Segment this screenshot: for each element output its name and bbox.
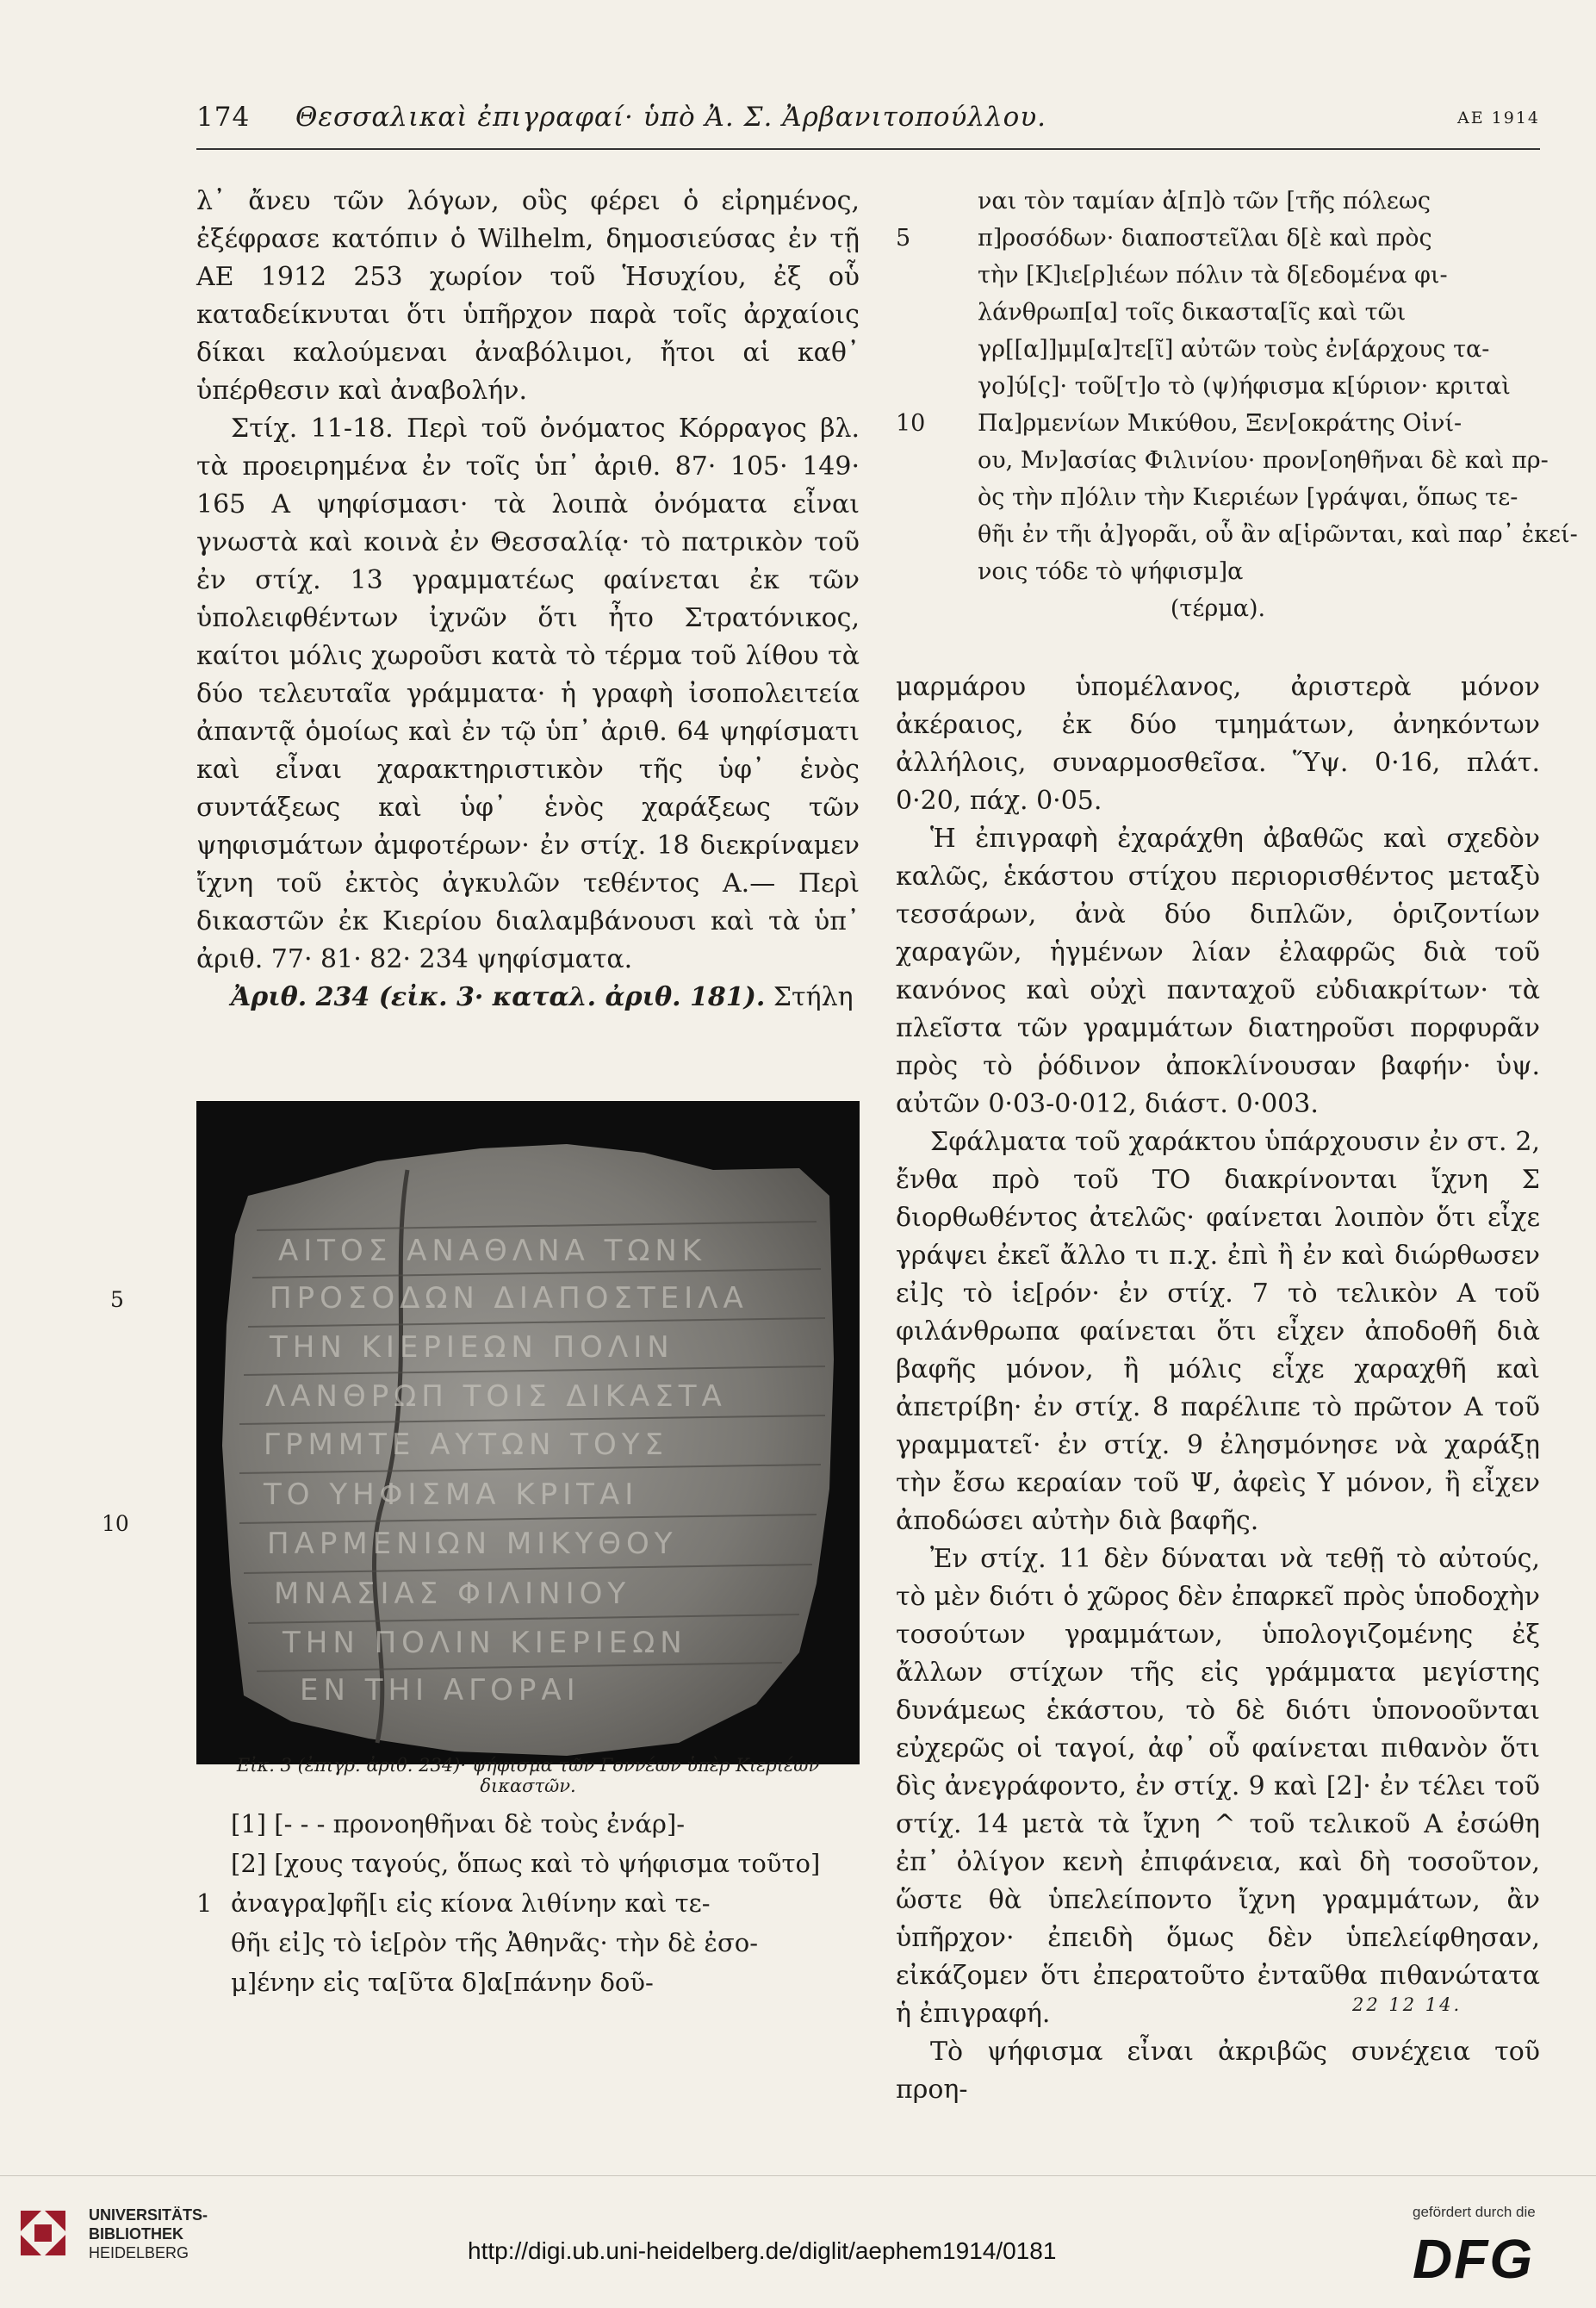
svg-text:ΑΙΤΟΣ ΑΝΑΘΛΝΑ ΤΩΝΚ: ΑΙΤΟΣ ΑΝΑΘΛΝΑ ΤΩΝΚ [278,1234,707,1268]
page-number: 174 [196,102,251,133]
inscription-line: ναι τὸν ταμίαν ἀ[π]ὸ τῶν [τῆς πόλεως [978,188,1431,215]
inscription-line: θῆι ἐν τῆι ἀ]γορᾶι, οὗ ἂν α[ἱρῶνται, καὶ παρ᾽ ἐκεί- [978,521,1578,548]
digitization-url-link[interactable]: http://digi.ub.uni-heidelberg.de/diglit/aephem1914/0181 [468,2237,1057,2264]
svg-text:ΜΝΑΣΙΑΣ ΦΙΛΙΝΙΟΥ: ΜΝΑΣΙΑΣ ΦΙΛΙΝΙΟΥ [274,1577,631,1611]
footer-divider [0,2175,1596,2176]
journal-reference: ΑΕ 1914 [1457,109,1540,128]
inscription-line: [1] [- - - προνοηθῆναι δὲ τοὺς ἐνάρ]- [231,1809,686,1838]
entry-heading-rest: Στήλη [765,982,854,1012]
stone-photograph [196,1101,860,1764]
university-library-logo-icon [16,2205,71,2261]
svg-text:ΤΗΝ ΠΟΛΙΝ ΚΙΕΡΙΕΩΝ: ΤΗΝ ΠΟΛΙΝ ΚΙΕΡΙΕΩΝ [283,1626,687,1660]
inscription-line: μ]ένην εἰς τα[ῦτα δ]α[πάνην δοῦ- [231,1968,654,1997]
inscription-line: θῆι εἰ]ς τὸ ἱε[ρὸν τῆς Ἀθηνᾶς· τὴν δὲ ἐσο- [231,1928,759,1957]
svg-text:ΕΝ ΤΗΙ ΑΓΟΡΑΙ: ΕΝ ΤΗΙ ΑΓΟΡΑΙ [300,1673,581,1708]
paragraph: λ᾽ ἄνευ τῶν λόγων, οὓς φέρει ὁ εἰρημένος, ἐξέφρασε κατόπιν ὁ Wilhelm, δημοσιεύσας ἐν τῇ ΑΕ 1912 253 χωρίον τοῦ Ἡσυχίου, ἐξ οὗ καταδείκνυται ὅτι ὑπῆρχον παρὰ τοῖς ἀρχαίοις δίκαι καλούμεναι ἀναβόλιμοι, ἤτοι αἱ καθ᾽ ὑπέρθεσιν καὶ ἀναβολήν. [196,186,860,406]
line-number-10: 10 [102,1511,129,1536]
svg-text:ΛΑΝΘΡΩΠ ΤΟΙΣ ΔΙΚΑΣΤΑ: ΛΑΝΘΡΩΠ ΤΟΙΣ ΔΙΚΑΣΤΑ [265,1379,727,1414]
inscription-line: γρ[[α]]μμ[α]τε[ῖ] αὐτῶν τοὺς ἐν[άρχους τα- [978,336,1490,363]
inscription-end: (τέρμα). [1170,595,1266,622]
figure-caption: Εἰκ. 3 (ἐπιγρ. ἀριθ. 234)· ψήφισμα τῶν Γοννέων ὑπὲρ Κιεριέων δικαστῶν. [236,1755,820,1796]
running-title: Θεσσαλικαὶ ἐπιγραφαί· ὑπὸ Ἀ. Σ. Ἀρβανιτοπούλλου. [295,102,1047,133]
inscription-line: ου, Μν]ασίας Φιλινίου· προν[οηθῆναι δὲ καὶ πρ- [978,447,1549,474]
entry-heading [196,979,860,1017]
university-library-name: UNIVERSITÄTS- BIBLIOTHEK HEIDELBERG [89,2206,208,2261]
inscription-line: νοις τόδε τὸ ψήφισμ]α [978,558,1244,585]
paragraph: Ἐν στίχ. 11 δὲν δύναται νὰ τεθῇ τὸ αὐτούς, τὸ μὲν διότι ὁ χῶρος δὲν ἐπαρκεῖ πρὸς ὑποδοχὴν τοσούτων γραμμάτων, ὑπολογιζομένης ἐξ ἄλλων στίχων τῆς εἰς γράμματα μεγίστης δυνάμεως ἑκάστου, τὸ δὲ διότι ὑπονοοῦνται εὐχερῶς οἱ ταγοί, ἀφ᾽ οὗ φαίνεται πιθανὸν ὅτι δὶς ἀνεγράφοντο, ἐν στίχ. 9 καὶ [2]· ἐν τέλει τοῦ στίχ. 14 μετὰ τὰ ἴχνη ^ τοῦ τελικοῦ Α ἐσώθη ἐπ᾽ ὀλίγον κενὴ ἐπιφάνεια, καὶ δὴ τοσοῦτον, ὥστε θὰ ὑπελείποντο ἴχνη γραμμάτων, ἂν ὑπῆρχον· ἐπειδὴ ὅμως δὲν ὑπελείφθησαν, εἰκάζομεν ὅτι ἐπερατοῦτο ἐνταῦθα πιθανώτατα ἡ ἐπιγραφή. [896,1544,1540,2029]
svg-text:ΠΑΡΜΕΝΙΩΝ ΜΙΚΥΘΟΥ: ΠΑΡΜΕΝΙΩΝ ΜΙΚΥΘΟΥ [267,1527,678,1561]
right-column-text [896,669,1540,2109]
paragraph: Τὸ ψήφισμα εἶναι ἀκριβῶς συνέχεια τοῦ προη- [896,2037,1540,2105]
svg-text:ΤΟ ΥΗΦΙΣΜΑ ΚΡΙΤΑΙ: ΤΟ ΥΗΦΙΣΜΑ ΚΡΙΤΑΙ [264,1477,639,1512]
funding-note: gefördert durch die [1413,2204,1536,2220]
inscription-line: γο]ύ[ς]· τοῦ[τ]ο τὸ (ψ)ήφισμα κ[ύριον· κριταὶ [978,373,1511,400]
inscription-end-line [896,590,1540,627]
paragraph: Στίχ. 11-18. Περὶ τοῦ ὀνόματος Κόρραγος βλ. τὰ προειρημένα ἐν τοῖς ὑπ᾽ ἀριθ. 87· 105· 149· 165 Α ψηφίσμασι· τὰ λοιπὰ ὀνόματα εἶναι γνωστὰ καὶ κοινὰ ἐν Θεσσαλίᾳ· τὸ πατρικὸν τοῦ ἐν στίχ. 13 γραμματέως φαίνεται ἐκ τῶν ὑπολειφθέντων ἰχνῶν ὅτι ἦτο Στρατόνικος, καίτοι μόλις χωροῦσι κατὰ τὸ τέρμα τοῦ λίθου τὰ δύο τελευταῖα γράμματα· ἡ γραφὴ ἰσοπολειτεία ἀπαντᾷ ὁμοίως καὶ ἐν τῷ ὑπ᾽ ἀριθ. 64 ψηφίσματι καὶ εἶναι χαρακτηριστικὸν τῆς ὑφ᾽ ἑνὸς συντάξεως καὶ ὑφ᾽ ἑνὸς χαράξεως τῶν ψηφισμάτων ἀμφοτέρων· ἐν στίχ. 18 διεκρίναμεν ἴχνη τοῦ ἐκτὸς ἀγκυλῶν τεθέντος Α.— Περὶ δικαστῶν ἐκ Κιερίου διαλαμβάνουσι καὶ τὰ ὑπ᾽ ἀριθ. 77· 81· 82· 234 ψηφίσματα. [196,414,860,974]
inscription-continuation [896,183,1578,627]
inscription-line: ὸς τὴν π]όλιν τὴν Κιεριέων [γράψαι, ὅπως τε- [978,484,1518,511]
entry-label: Ἀριθ. 234 (εἰκ. 3· καταλ. ἀριθ. 181). [231,982,766,1012]
inscription-line: τὴν [Κ]ιε[ρ]ιέων πόλιν τὰ δ[εδομένα φι- [978,262,1448,289]
line-number-5: 5 [110,1287,124,1312]
svg-text:ΤΗΝ ΚΙΕΡΙΕΩΝ ΠΟΛΙΝ: ΤΗΝ ΚΙΕΡΙΕΩΝ ΠΟΛΙΝ [270,1330,674,1365]
left-column-text [196,183,860,1017]
inscription-line: 10 Πα]ρμενίων Μικύθου, Ξεν[οκράτης Οἰνί- [896,410,1462,437]
inscription-line: 1 ἀναγρα]φῆ[ι εἰς κίονα λιθίνην καὶ τε- [196,1888,711,1918]
page-header [196,102,1540,143]
inscription-line: 5 π]ροσόδων· διαποστεῖλαι δ[ὲ καὶ πρὸς [896,225,1432,252]
paragraph: μαρμάρου ὑπομέλανος, ἀριστερὰ μόνον ἀκέραιος, ἐκ δύο τμημάτων, ἀνηκόντων ἀλλήλοις, συναρμοσθεῖσα. Ὕψ. 0·16, πλάτ. 0·20, πάχ. 0·05. [896,672,1540,816]
inscription-beginning [196,1804,860,2002]
paragraph: Ἡ ἐπιγραφὴ ἐχαράχθη ἀβαθῶς καὶ σχεδὸν καλῶς, ἑκάστου στίχου περιορισθέντος μεταξὺ τεσσάρων, ἀνὰ δύο διπλῶν, ὁριζοντίων χαραγῶν, ἡγμένων λίαν ἐλαφρῶς διὰ τοῦ κανόνος καὶ οὐχὶ πανταχοῦ εὐδιακρίτων· τὰ πλεῖστα τῶν γραμμάτων διατηροῦσι πορφυρᾶν πρὸς τὸ ῥόδινον ἀποκλίνουσαν βαφήν· ὑψ. αὐτῶν 0·03-0·012, διάστ. 0·003. [896,824,1540,1119]
inscription-line: λάνθρωπ[α] τοῖς δικαστα[ῖς καὶ τῶι [978,299,1407,326]
inscription-line: [2] [χους ταγούς, ὅπως καὶ τὸ ψήφισμα τοῦτο] [231,1849,821,1878]
dfg-logo: DFG [1413,2228,1535,2290]
svg-text:ΠΡΟΣΟΔΩΝ ΔΙΑΠΟΣΤΕΙΛΑ: ΠΡΟΣΟΔΩΝ ΔΙΑΠΟΣΤΕΙΛΑ [270,1281,748,1316]
date-note: 22 12 14. [1352,1994,1462,2015]
inscribed-stone-image [196,1101,860,1764]
svg-text:ΓΡΜΜΤΕ ΑΥΤΩΝ ΤΟΥΣ: ΓΡΜΜΤΕ ΑΥΤΩΝ ΤΟΥΣ [264,1428,668,1462]
header-rule [196,148,1540,150]
paragraph: Σφάλματα τοῦ χαράκτου ὑπάρχουσιν ἐν στ. 2, ἔνθα πρὸ τοῦ ΤΟ διακρίνονται ἴχνη Σ διορθωθέντος ἀτελῶς· φαίνεται λοιπὸν ὅτι εἶχε γράψει ἐκεῖ ἄλλο τι π.χ. ἐπὶ ἢ ἐν καὶ διώρθωσεν εἰ]ς τὸ ἱε[ρόν· ἐν στίχ. 7 τὸ τελικὸν Α τοῦ φιλάνθρωπα φαίνεται ὅτι εἶχεν ἀποδοθῆ διὰ βαφῆς μόνον, ἢ μόλις εἶχε χαραχθῆ καὶ ἀπετρίβη· ἐν στίχ. 8 παρέλιπε τὸ πρῶτον Α τοῦ γραμματεῖ· ἐν στίχ. 9 ἐλησμόνησε νὰ χαράξῃ τὴν ἔσω κεραίαν τοῦ Ψ, ἀφεὶς Υ μόνον, ἢ εἶχεν ἀποδώσει αὐτὴν διὰ βαφῆς. [896,1127,1540,1536]
